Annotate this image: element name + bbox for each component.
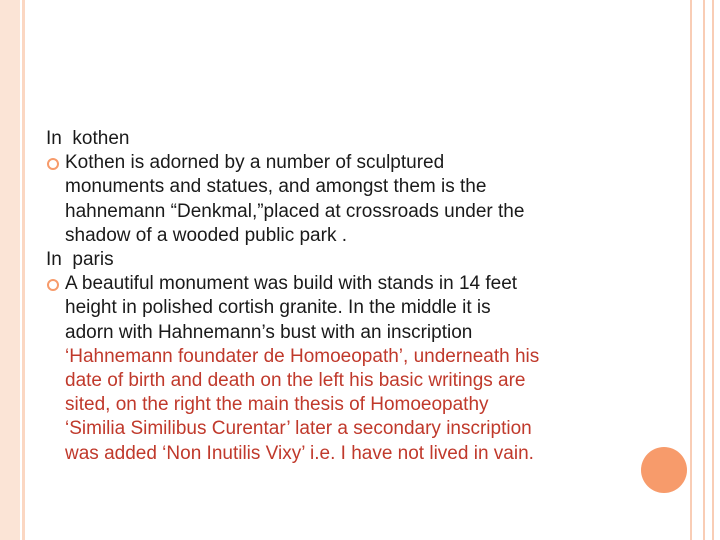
bullet-text-line: adorn with Hahnemann’s bust with an inscription (65, 321, 473, 343)
highlight-text-line: date of birth and death on the left his basic writings are (65, 370, 526, 392)
highlight-text-line: ‘Hahnemann foundater de Homoeopath’, underneath his (65, 345, 540, 367)
bullet-text-line: shadow of a wooded public park . (65, 224, 348, 246)
section-heading-paris: In paris (46, 249, 114, 271)
right-decorative-line (690, 0, 692, 540)
slide-content (46, 127, 636, 466)
left-decorative-line (22, 0, 25, 540)
highlight-text-line: sited, on the right the main thesis of Homoeopathy (65, 394, 489, 416)
right-decorative-line (712, 0, 714, 540)
decorative-circle (641, 447, 687, 493)
bullet-text-line: hahnemann “Denkmal,”placed at crossroads under the (65, 200, 525, 222)
right-decorative-line (703, 0, 705, 540)
bullet-text-line: height in polished cortish granite. In the middle it is (65, 297, 491, 319)
section-heading-kothen: In kothen (46, 128, 130, 149)
bullet-text-line: A beautiful monument was build with stands in 14 feet (65, 273, 518, 295)
hollow-circle-bullet-icon (46, 278, 60, 292)
left-decorative-bar (0, 0, 20, 540)
bullet-item (46, 272, 636, 466)
bullet-text-line: Kothen is adorned by a number of sculptured (65, 152, 445, 174)
highlight-text-line: was added ‘Non Inutilis Vixy’ i.e. I have not lived in vain. (65, 442, 534, 464)
hollow-circle-bullet-icon (46, 157, 60, 171)
bullet-text-line: monuments and statues, and amongst them is the (65, 176, 487, 198)
bullet-item (46, 151, 636, 248)
highlight-text-line: ‘Similia Similibus Curentar’ later a secondary inscription (65, 418, 532, 440)
